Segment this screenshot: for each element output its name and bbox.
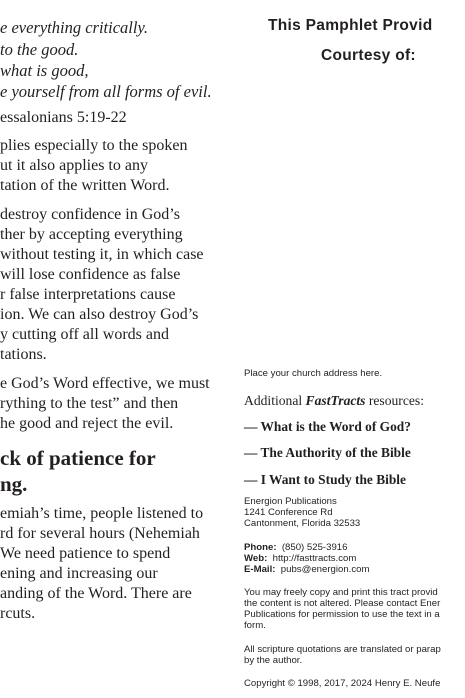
- web-link[interactable]: http://fasttracts.com: [272, 553, 357, 564]
- paragraph-line: rything to the test” and then: [0, 395, 179, 412]
- quote-citation: essalonians 5:19-22: [0, 109, 127, 126]
- scripture-note-line: by the author.: [244, 655, 303, 666]
- pamphlet-title: This Pamphlet Provid: [268, 17, 433, 34]
- scripture-note-line: All scripture quotations are translated or parap: [244, 644, 441, 655]
- paragraph-line: plies especially to the spoken: [0, 137, 188, 154]
- phone-value: (850) 525-3916: [281, 542, 348, 553]
- section-heading: ng.: [0, 472, 28, 496]
- section-heading: ck of patience for: [0, 446, 156, 470]
- permission-line: the content is not altered. Please contact Ener: [244, 598, 441, 609]
- permission-line: form.: [244, 620, 266, 631]
- quote-line: e yourself from all forms of evil.: [0, 82, 212, 101]
- courtesy-label: Courtesy of:: [321, 47, 416, 64]
- resource-link[interactable]: — I Want to Study the Bible: [244, 472, 406, 487]
- paragraph-line: ening and increasing our: [0, 565, 158, 582]
- paragraph-line: without testing it, in which case: [0, 246, 204, 263]
- paragraph-line: e God’s Word effective, we must: [0, 375, 210, 392]
- quote-line: e everything critically.: [0, 18, 148, 37]
- email-link[interactable]: pubs@energion.com: [280, 564, 370, 575]
- permission-line: You may freely copy and print this tract provid: [244, 587, 438, 598]
- copyright: Copyright © 1998, 2017, 2024 Henry E. Neufe: [244, 678, 441, 689]
- paragraph-line: We need patience to spend: [0, 545, 171, 562]
- publisher-street: 1241 Conference Rd: [244, 507, 333, 518]
- paragraph-line: y cutting off all words and: [0, 326, 170, 343]
- phone-row: Phone: (850) 525-3916: [244, 542, 348, 553]
- email-row: E-Mail: pubs@energion.com: [244, 564, 370, 575]
- permission-line: Publications for permission to use the text in a: [244, 609, 440, 620]
- scripture-note: [244, 644, 441, 666]
- paragraph-line: ion. We can also destroy God’s: [0, 306, 199, 323]
- publisher-name: Energion Publications: [244, 496, 337, 507]
- paragraph-line: destroy confidence in God’s: [0, 206, 180, 223]
- paragraph-line: tations.: [0, 346, 47, 363]
- paragraph-line: ther by accepting everything: [0, 226, 183, 243]
- right-column: [232, 0, 465, 698]
- paragraph-line: emiah’s time, people listened to: [0, 505, 204, 522]
- web-row: Web: http://fasttracts.com: [244, 553, 357, 564]
- paragraph-line: ut it also applies to any: [0, 157, 148, 174]
- paragraph-line: r false interpretations cause: [0, 286, 176, 303]
- resource-link[interactable]: — The Authority of the Bible: [244, 445, 411, 460]
- paragraph-line: will lose confidence as false: [0, 266, 181, 283]
- quote-line: what is good,: [0, 61, 89, 80]
- paragraph-line: rcuts.: [0, 605, 36, 622]
- publisher-city: Cantonment, Florida 32533: [244, 518, 361, 529]
- paragraph-line: rd for several hours (Nehemiah: [0, 525, 200, 542]
- permission-notice: [244, 587, 440, 631]
- paragraph-line: anding of the Word. There are: [0, 585, 192, 602]
- resource-link[interactable]: — What is the Word of God?: [244, 419, 411, 434]
- quote-line: to the good.: [0, 40, 79, 59]
- paragraph-line: tation of the written Word.: [0, 177, 170, 194]
- contact-block: [244, 542, 369, 575]
- additional-resources-label: Additional FastTracts resources:: [244, 393, 424, 408]
- address-placeholder: Place your church address here.: [244, 368, 383, 379]
- left-column: [0, 0, 232, 698]
- publisher-block: [244, 496, 360, 529]
- paragraph-line: he good and reject the evil.: [0, 415, 174, 432]
